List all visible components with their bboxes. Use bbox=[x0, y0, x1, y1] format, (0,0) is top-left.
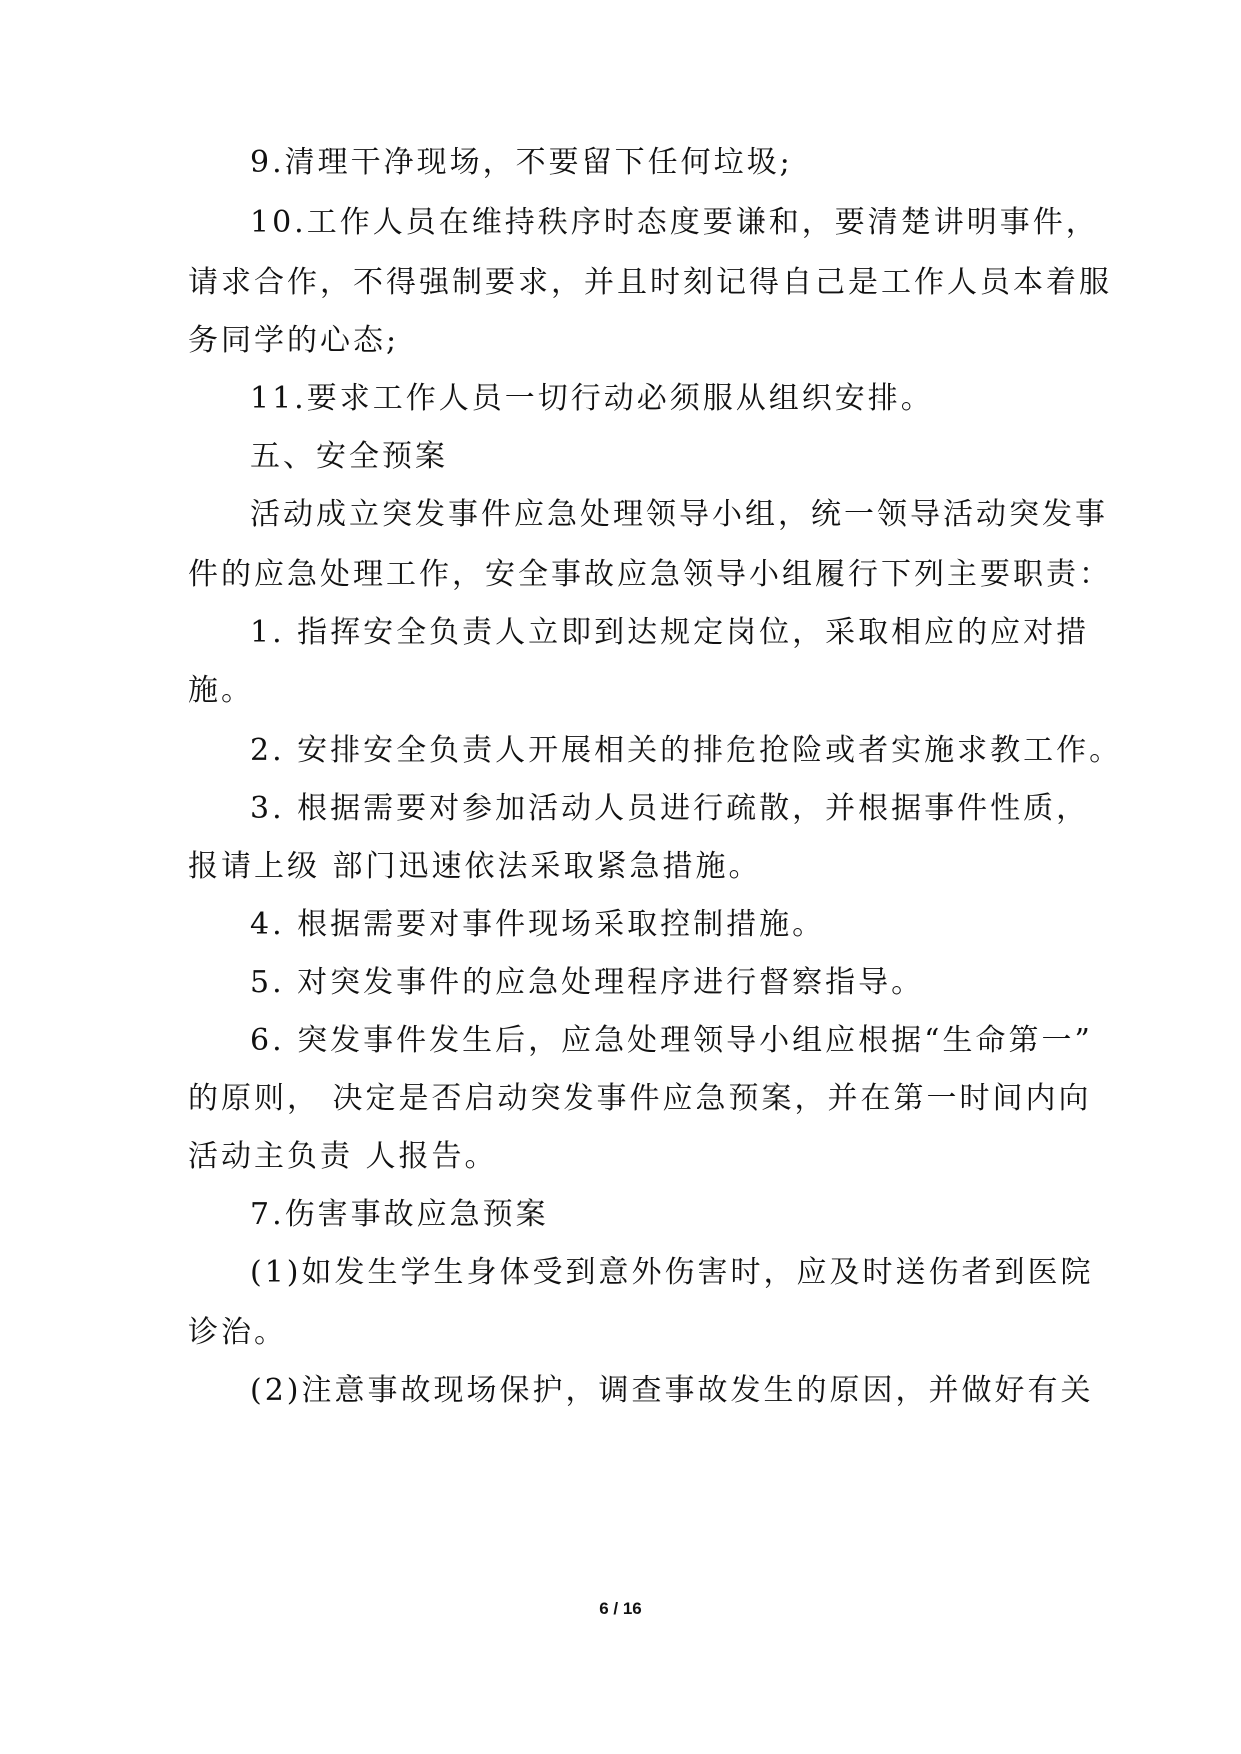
list-item-(2): (2)注意事故现场保护，调查事故发生的原因，并做好有关 bbox=[250, 1373, 1094, 1408]
section-heading: 五、安全预案 bbox=[250, 439, 448, 474]
list-item-3: 3. 根据需要对参加活动人员进行疏散，并根据事件性质， bbox=[250, 791, 1090, 826]
paragraph-line: 务同学的心态; bbox=[188, 323, 400, 358]
paragraph-line: 活动主负责 人报告。 bbox=[188, 1139, 498, 1174]
paragraph-line: 报请上级 部门迅速依法采取紧急措施。 bbox=[188, 849, 762, 884]
list-item-4: 4. 根据需要对事件现场采取控制措施。 bbox=[250, 907, 826, 942]
paragraph-line: 活动成立突发事件应急处理领导小组，统一领导活动突发事 bbox=[250, 497, 1108, 532]
list-item-2: 2. 安排安全负责人开展相关的排危抢险或者实施求教工作。 bbox=[250, 733, 1123, 768]
list-item-9: 9.清理干净现场，不要留下任何垃圾; bbox=[250, 145, 793, 180]
list-item-6: 6. 突发事件发生后，应急处理领导小组应根据“生命第一” bbox=[250, 1023, 1093, 1058]
subsection-heading: 7.伤害事故应急预案 bbox=[250, 1197, 549, 1232]
list-item-11: 11.要求工作人员一切行动必须服从组织安排。 bbox=[250, 381, 934, 416]
list-item-10: 10.工作人员在维持秩序时态度要谦和，要清楚讲明事件， bbox=[250, 205, 1099, 240]
paragraph-line: 请求合作，不得强制要求，并且时刻记得自己是工作人员本着服 bbox=[188, 265, 1112, 300]
page-number: 6 / 16 bbox=[599, 1599, 642, 1618]
paragraph-line: 的原则， 决定是否启动突发事件应急预案，并在第一时间内向 bbox=[188, 1081, 1092, 1116]
paragraph-line: 件的应急处理工作，安全事故应急领导小组履行下列主要职责： bbox=[188, 557, 1112, 592]
list-item-(1): (1)如发生学生身体受到意外伤害时，应及时送伤者到医院 bbox=[250, 1255, 1094, 1290]
paragraph-line: 施。 bbox=[188, 673, 254, 708]
paragraph-line: 诊治。 bbox=[188, 1315, 287, 1350]
list-item-1: 1. 指挥安全负责人立即到达规定岗位，采取相应的应对措 bbox=[250, 615, 1090, 650]
list-item-5: 5. 对突发事件的应急处理程序进行督察指导。 bbox=[250, 965, 925, 1000]
